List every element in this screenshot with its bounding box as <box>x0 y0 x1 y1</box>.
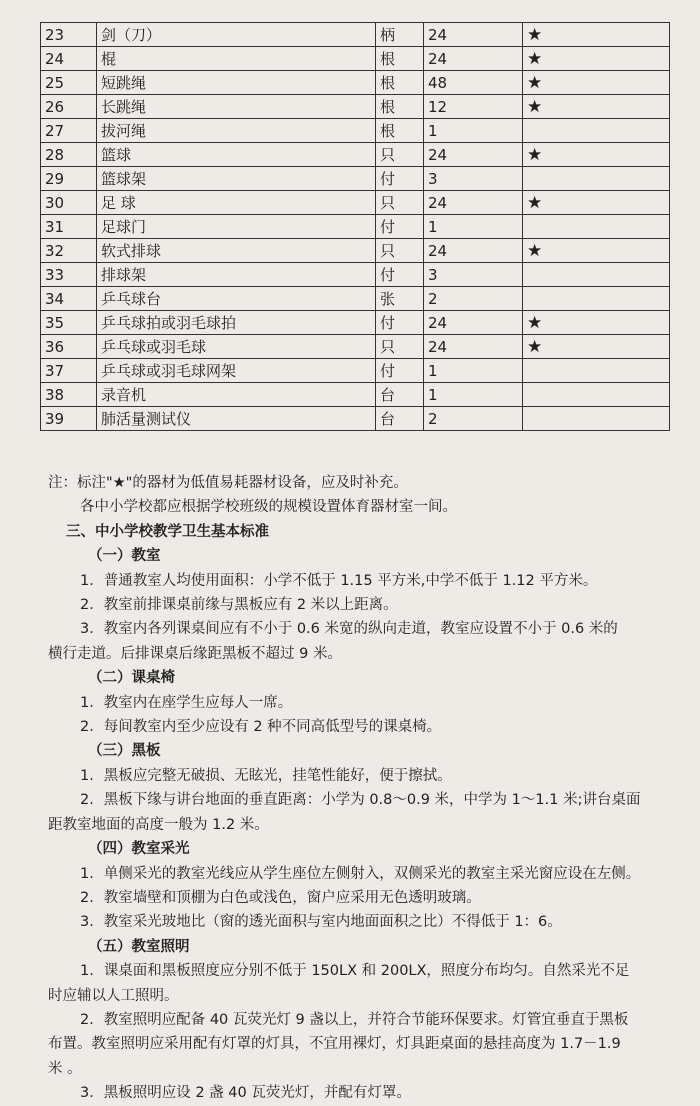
item-name: 篮球 <box>97 143 376 167</box>
item-unit: 柄 <box>376 23 424 47</box>
heading-desks: （二）课桌椅 <box>88 670 175 687</box>
note-line-1: 注：标注"★"的器材为低值易耗器材设备，应及时补充。 <box>48 475 408 491</box>
item-name: 长跳绳 <box>97 95 376 119</box>
item-quantity: 48 <box>424 71 523 95</box>
item-unit: 只 <box>376 143 424 167</box>
table-row <box>41 359 670 383</box>
item-name: 短跳绳 <box>97 71 376 95</box>
table-row <box>41 143 670 167</box>
table-row <box>41 191 670 215</box>
item-quantity: 1 <box>424 215 523 239</box>
table-row <box>41 23 670 47</box>
table-row <box>41 119 670 143</box>
row-number: 36 <box>41 335 97 359</box>
table-row <box>41 287 670 311</box>
lighting-item-2c: 米 。 <box>48 1060 82 1077</box>
consumable-star-mark <box>523 167 670 191</box>
item-quantity: 24 <box>424 191 523 215</box>
heading-classroom: （一）教室 <box>88 548 161 565</box>
item-unit: 根 <box>376 95 424 119</box>
row-number: 35 <box>41 311 97 335</box>
row-number: 31 <box>41 215 97 239</box>
item-name: 录音机 <box>97 383 376 407</box>
row-number: 38 <box>41 383 97 407</box>
daylight-item-1: 1．单侧采光的教室光线应从学生座位左侧射入，双侧采光的教室主采光窗应设在左侧。 <box>80 865 641 882</box>
consumable-star-mark: ★ <box>523 239 670 263</box>
item-unit: 付 <box>376 215 424 239</box>
consumable-star-mark: ★ <box>523 71 670 95</box>
consumable-star-mark: ★ <box>523 311 670 335</box>
table-row <box>41 383 670 407</box>
note-line-2: 各中小学校都应根据学校班级的规模设置体育器材室一间。 <box>80 499 457 516</box>
item-quantity: 1 <box>424 119 523 143</box>
row-number: 28 <box>41 143 97 167</box>
item-quantity: 2 <box>424 287 523 311</box>
item-name: 乒乓球拍或羽毛球拍 <box>97 311 376 335</box>
lighting-item-2b: 布置。教室照明应采用配有灯罩的灯具，不宜用裸灯，灯具距桌面的悬挂高度为 1.7－1.9 <box>48 1036 621 1053</box>
item-name: 肺活量测试仪 <box>97 407 376 431</box>
row-number: 32 <box>41 239 97 263</box>
item-name: 篮球架 <box>97 167 376 191</box>
row-number: 29 <box>41 167 97 191</box>
heading-daylight: （四）教室采光 <box>88 841 190 858</box>
item-quantity: 1 <box>424 359 523 383</box>
item-unit: 根 <box>376 71 424 95</box>
item-name: 排球架 <box>97 263 376 287</box>
consumable-star-mark: ★ <box>523 143 670 167</box>
blackboard-item-2b: 距教室地面的高度一般为 1.2 米。 <box>48 816 269 833</box>
item-unit: 只 <box>376 191 424 215</box>
lighting-item-1a: 1．课桌面和黑板照度应分别不低于 150LX 和 200LX，照度分布均匀。自然采光不足 <box>80 963 630 980</box>
item-name: 足球门 <box>97 215 376 239</box>
table-row <box>41 335 670 359</box>
table-row <box>41 239 670 263</box>
table-row <box>41 167 670 191</box>
equipment-table-body <box>41 23 670 431</box>
classroom-item-3a: 3．教室内各列课桌间应有不小于 0.6 米宽的纵向走道，教室应设置不小于 0.6 米的 <box>80 621 618 638</box>
item-quantity: 3 <box>424 167 523 191</box>
item-unit: 张 <box>376 287 424 311</box>
row-number: 33 <box>41 263 97 287</box>
table-row <box>41 71 670 95</box>
consumable-star-mark <box>523 287 670 311</box>
item-unit: 台 <box>376 383 424 407</box>
row-number: 25 <box>41 71 97 95</box>
item-name: 乒乓球或羽毛球网架 <box>97 359 376 383</box>
classroom-item-1: 1．普通教室人均使用面积：小学不低于 1.15 平方米,中学不低于 1.12 平方米。 <box>80 572 598 589</box>
consumable-star-mark <box>523 359 670 383</box>
blackboard-item-1: 1．黑板应完整无破损、无眩光，挂笔性能好，便于擦拭。 <box>80 767 452 784</box>
table-row <box>41 263 670 287</box>
row-number: 37 <box>41 359 97 383</box>
desks-item-1: 1．教室内在座学生应每人一席。 <box>80 694 293 711</box>
item-unit: 只 <box>376 239 424 263</box>
classroom-item-3b: 横行走道。后排课桌后缘距黑板不超过 9 米。 <box>48 645 342 662</box>
item-name: 乒乓球或羽毛球 <box>97 335 376 359</box>
document-text <box>48 471 688 1106</box>
table-row <box>41 407 670 431</box>
desks-item-2: 2．每间教室内至少应设有 2 种不同高低型号的课桌椅。 <box>80 719 442 736</box>
consumable-star-mark: ★ <box>523 191 670 215</box>
row-number: 26 <box>41 95 97 119</box>
consumable-star-mark <box>523 119 670 143</box>
consumable-star-mark <box>523 215 670 239</box>
item-unit: 根 <box>376 47 424 71</box>
table-row <box>41 215 670 239</box>
equipment-table <box>40 22 670 431</box>
item-name: 乒乓球台 <box>97 287 376 311</box>
consumable-star-mark: ★ <box>523 47 670 71</box>
blackboard-item-2a: 2．黑板下缘与讲台地面的垂直距离：小学为 0.8～0.9 米，中学为 1～1.1 米;讲台桌面 <box>80 792 641 809</box>
classroom-item-2: 2．教室前排课桌前缘与黑板应有 2 米以上距离。 <box>80 597 398 614</box>
lighting-item-3: 3．黑板照明应设 2 盏 40 瓦荧光灯，并配有灯罩。 <box>80 1085 411 1102</box>
row-number: 27 <box>41 119 97 143</box>
item-name: 软式排球 <box>97 239 376 263</box>
item-unit: 台 <box>376 407 424 431</box>
table-row <box>41 95 670 119</box>
item-quantity: 24 <box>424 23 523 47</box>
row-number: 24 <box>41 47 97 71</box>
consumable-star-mark <box>523 263 670 287</box>
row-number: 34 <box>41 287 97 311</box>
item-name: 棍 <box>97 47 376 71</box>
item-name: 剑（刀） <box>97 23 376 47</box>
heading-blackboard: （三）黑板 <box>88 743 161 760</box>
item-quantity: 24 <box>424 47 523 71</box>
table-row <box>41 311 670 335</box>
item-quantity: 24 <box>424 311 523 335</box>
item-unit: 付 <box>376 311 424 335</box>
lighting-item-1b: 时应辅以人工照明。 <box>48 987 179 1004</box>
section-title: 三、中小学校教学卫生基本标准 <box>66 523 269 540</box>
item-quantity: 12 <box>424 95 523 119</box>
daylight-item-2: 2．教室墙壁和顶棚为白色或浅色，窗户应采用无色透明玻璃。 <box>80 889 481 906</box>
item-quantity: 24 <box>424 143 523 167</box>
item-unit: 付 <box>376 359 424 383</box>
consumable-star-mark <box>523 407 670 431</box>
item-quantity: 24 <box>424 239 523 263</box>
item-quantity: 1 <box>424 383 523 407</box>
item-name: 拔河绳 <box>97 119 376 143</box>
heading-lighting: （五）教室照明 <box>88 938 190 955</box>
consumable-star-mark <box>523 383 670 407</box>
row-number: 39 <box>41 407 97 431</box>
item-quantity: 24 <box>424 335 523 359</box>
item-quantity: 2 <box>424 407 523 431</box>
consumable-star-mark: ★ <box>523 95 670 119</box>
row-number: 30 <box>41 191 97 215</box>
item-unit: 只 <box>376 335 424 359</box>
item-quantity: 3 <box>424 263 523 287</box>
daylight-item-3: 3．教室采光玻地比（窗的透光面积与室内地面面积之比）不得低于 1：6。 <box>80 914 562 931</box>
lighting-item-2a: 2．教室照明应配备 40 瓦荧光灯 9 盏以上，并符合节能环保要求。灯管宜垂直于黑板 <box>80 1011 629 1028</box>
row-number: 23 <box>41 23 97 47</box>
consumable-star-mark: ★ <box>523 335 670 359</box>
item-unit: 付 <box>376 263 424 287</box>
consumable-star-mark: ★ <box>523 23 670 47</box>
item-unit: 付 <box>376 167 424 191</box>
table-row <box>41 47 670 71</box>
item-name: 足 球 <box>97 191 376 215</box>
item-unit: 根 <box>376 119 424 143</box>
